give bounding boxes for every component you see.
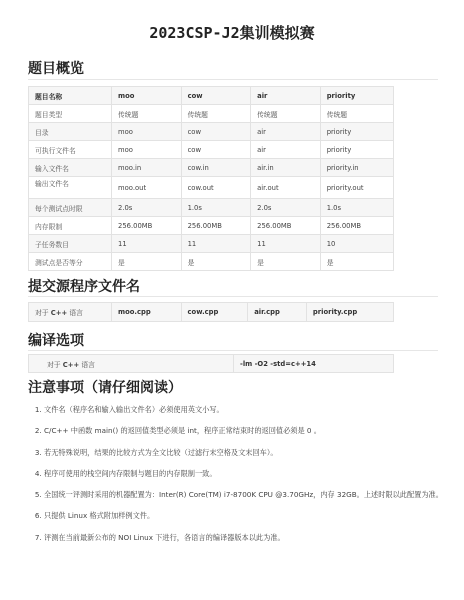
compile-options-table	[28, 354, 394, 373]
row-label: 可执行文件名	[29, 141, 112, 159]
language-label-suffix: 语言	[79, 360, 95, 369]
header-cell: air	[251, 87, 321, 105]
table-cell: 传统题	[320, 105, 393, 123]
table-cell: air	[251, 141, 321, 159]
source-files-table	[28, 302, 394, 322]
table-row	[29, 123, 394, 141]
overview-table	[28, 86, 394, 271]
compile-options-value: -lm -O2 -std=c++14	[234, 355, 394, 373]
list-item: 4. 程序可使用的栈空间内存限制与题目的内存限制一致。	[44, 463, 464, 484]
table-cell: priority	[320, 141, 393, 159]
list-item: 7. 评测在当前最新公布的 NOI Linux 下进行，各语言的编译器版本以此为准。	[44, 527, 464, 548]
table-cell: 传统题	[181, 105, 251, 123]
source-file-priority: priority.cpp	[306, 303, 393, 322]
table-cell: 2.0s	[251, 199, 321, 217]
table-cell: priority	[320, 123, 393, 141]
notes-heading: 注意事项（请仔细阅读）	[28, 380, 182, 396]
table-cell: moo	[112, 123, 182, 141]
table-cell: 10	[320, 235, 393, 253]
table-cell: 1.0s	[181, 199, 251, 217]
table-row	[29, 105, 394, 123]
compile-heading: 编译选项	[28, 333, 84, 349]
table-row	[29, 141, 394, 159]
table-cell: moo.out	[112, 177, 182, 199]
row-label: 内存限制	[29, 217, 112, 235]
language-label-suffix: 语言	[67, 309, 83, 317]
table-row	[29, 355, 394, 373]
table-cell: 是	[181, 253, 251, 271]
row-label: 输入文件名	[29, 159, 112, 177]
source-file-cow: cow.cpp	[181, 303, 248, 322]
table-cell: priority.in	[320, 159, 393, 177]
table-cell: air	[251, 123, 321, 141]
table-cell: 2.0s	[112, 199, 182, 217]
source-file-air: air.cpp	[248, 303, 307, 322]
notes-list	[24, 399, 464, 548]
table-cell: 256.00MB	[112, 217, 182, 235]
list-item: 6. 只提供 Linux 格式附加样例文件。	[44, 505, 464, 526]
source-file-moo: moo.cpp	[112, 303, 182, 322]
table-cell: air.out	[251, 177, 321, 199]
overview-heading: 题目概览	[28, 61, 84, 77]
table-cell: moo.in	[112, 159, 182, 177]
table-cell: 是	[112, 253, 182, 271]
header-cell: priority	[320, 87, 393, 105]
row-label: 每个测试点时限	[29, 199, 112, 217]
table-cell: 1.0s	[320, 199, 393, 217]
table-cell: 256.00MB	[181, 217, 251, 235]
compile-divider	[28, 350, 438, 351]
table-cell: priority.out	[320, 177, 393, 199]
table-cell: 11	[251, 235, 321, 253]
table-cell: 256.00MB	[251, 217, 321, 235]
table-cell: moo	[112, 141, 182, 159]
overview-divider	[28, 79, 438, 80]
language-name: C++	[50, 309, 68, 317]
header-cell: cow	[181, 87, 251, 105]
source-divider	[28, 296, 438, 297]
page-title: 2023CSP-J2集训模拟赛	[149, 24, 315, 42]
table-row	[29, 253, 394, 271]
table-cell: 11	[112, 235, 182, 253]
table-cell: 11	[181, 235, 251, 253]
language-label	[29, 355, 234, 373]
language-name: C++	[62, 360, 80, 369]
row-label: 目录	[29, 123, 112, 141]
table-row	[29, 217, 394, 235]
table-cell: 传统题	[251, 105, 321, 123]
language-label-prefix: 对于	[35, 309, 51, 317]
table-cell: cow	[181, 141, 251, 159]
header-cell: 题目名称	[29, 87, 112, 105]
header-cell: moo	[112, 87, 182, 105]
table-row	[29, 235, 394, 253]
list-item: 5. 全国统一评测时采用的机器配置为：Inter(R) Core(TM) i7-8700K CPU @3.70GHz，内存 32GB。上述时限以此配置为准。	[44, 484, 464, 505]
table-cell: 256.00MB	[320, 217, 393, 235]
table-row	[29, 159, 394, 177]
source-heading: 提交源程序文件名	[28, 279, 140, 295]
table-cell: cow	[181, 123, 251, 141]
table-cell: cow.out	[181, 177, 251, 199]
table-cell: 是	[320, 253, 393, 271]
table-cell: cow.in	[181, 159, 251, 177]
list-item: 2. C/C++ 中函数 main() 的返回值类型必须是 int，程序正常结束时的返回值必须是 0 。	[44, 420, 464, 441]
table-row	[29, 177, 394, 199]
list-item: 3. 若无特殊说明，结果的比较方式为全文比较（过滤行末空格及文末回车）。	[44, 442, 464, 463]
table-cell: 传统题	[112, 105, 182, 123]
language-label	[29, 303, 112, 322]
table-row	[29, 303, 394, 322]
table-row	[29, 199, 394, 217]
row-label: 子任务数目	[29, 235, 112, 253]
table-header-row	[29, 87, 394, 105]
list-item: 1. 文件名（程序名和输入输出文件名）必须使用英文小写。	[44, 399, 464, 420]
row-label: 输出文件名	[29, 177, 112, 199]
table-cell: air.in	[251, 159, 321, 177]
language-label-prefix: 对于	[47, 360, 63, 369]
row-label: 题目类型	[29, 105, 112, 123]
row-label: 测试点是否等分	[29, 253, 112, 271]
table-cell: 是	[251, 253, 321, 271]
